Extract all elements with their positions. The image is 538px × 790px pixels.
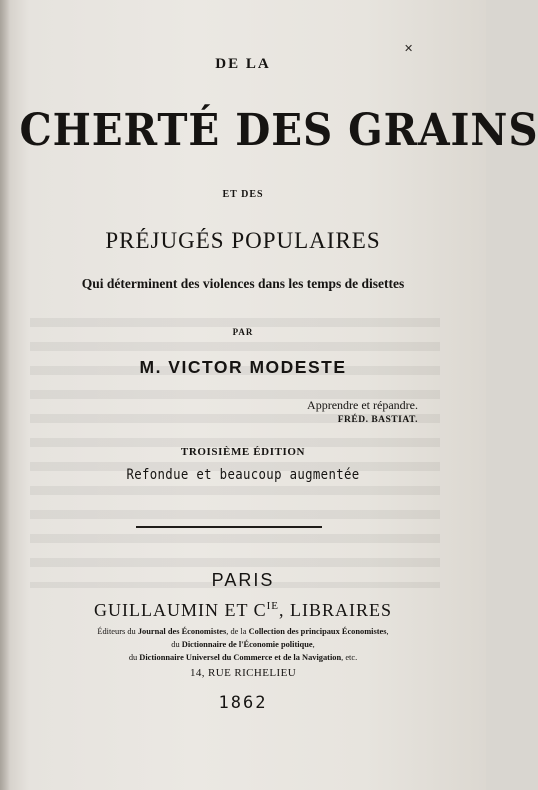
note-text: , [386,627,389,636]
city: PARIS [211,570,275,590]
note-text: du [128,653,140,662]
publisher-note-line-2 [0,638,486,651]
publisher-address: 14, RUE RICHELIEU [189,667,297,679]
subtitle-description: Qui déterminent des violences dans les temps de disettes [81,276,405,291]
author-name: M. VICTOR MODESTE [139,357,347,377]
note-text: Éditeurs du [97,627,138,636]
note-title: Dictionnaire de l'Économie politique [181,640,313,649]
note-text: , etc. [341,653,358,662]
par-label: PAR [232,327,254,337]
note-text: , de la [226,627,249,636]
main-title: CHERTÉ DES GRAINS [19,105,538,156]
publisher-name-main: GUILLAUMIN ET C [93,600,267,620]
divider-rule [136,526,322,528]
note-title: Collection des principaux Économistes [248,627,387,636]
et-des-heading: ET DES [222,189,264,200]
note-title: Journal des Économistes [137,627,227,636]
subtitle: PRÉJUGÉS POPULAIRES [105,228,381,253]
epigraph-author: FRÉD. BASTIAT. [337,415,418,425]
de-la-heading: DE LA [215,56,271,72]
epigraph [307,398,418,428]
publication-year: 1862 [218,693,268,713]
note-text: du [171,640,182,649]
publisher-name-sup: IE [266,600,280,612]
epigraph-text: Apprendre et répandre. [307,398,418,412]
publisher-name-rest: , LIBRAIRES [279,600,393,620]
note-title: Dictionnaire Universel du Commerce et de la Navigation [139,653,342,662]
publisher-name [0,600,486,621]
ink-mark-icon: ✕ [404,43,414,55]
edition-note: Refondue et beaucoup augmentée [126,467,360,483]
publisher-note-line-3 [0,651,486,664]
edition-label: TROISIÈME ÉDITION [180,446,306,458]
note-text: , [312,640,315,649]
publisher-note-line-1 [0,625,486,638]
